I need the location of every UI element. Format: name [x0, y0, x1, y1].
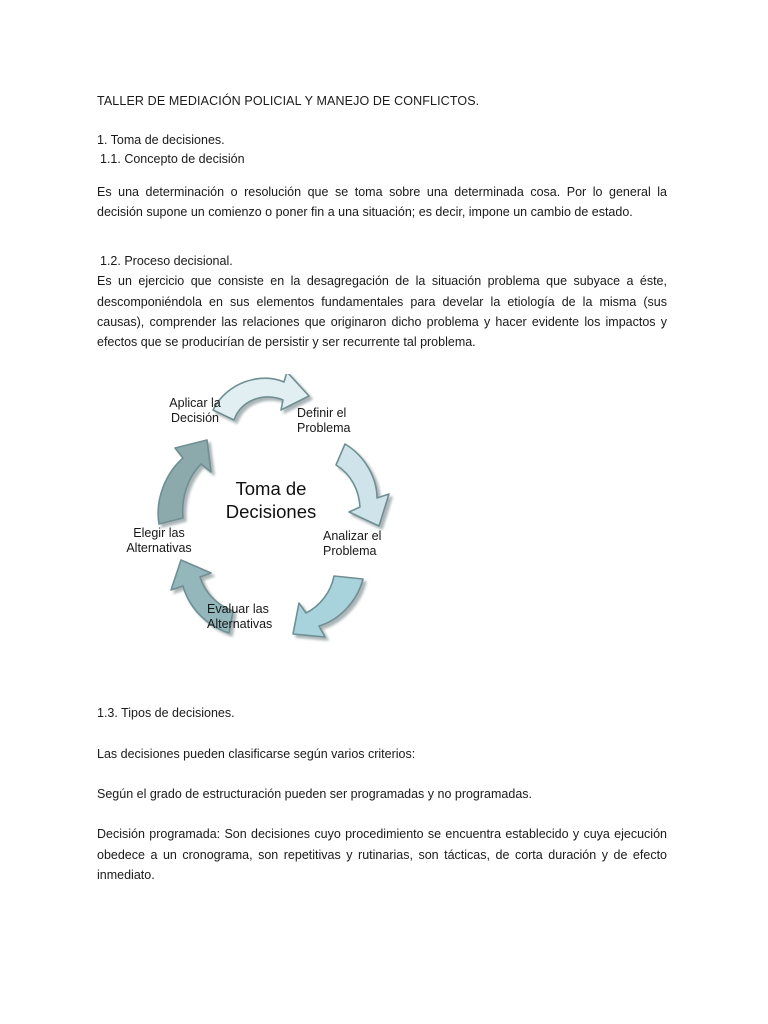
- paragraph-criterios: Las decisiones pueden clasificarse según varios criterios:: [97, 746, 416, 761]
- label-line-1: Aplicar la: [169, 396, 221, 411]
- label-line-2: Decisión: [171, 411, 219, 426]
- paragraph-decision-programada: Decisión programada: Son decisiones cuyo procedimiento se encuentra establecido y cuya ejecución obedece a un cronograma, son repetitivas y rutinarias, son tácticas, de corta duración y de efecto inmediato.: [97, 827, 667, 882]
- diagram-center-title: [193, 478, 349, 523]
- paragraph-grado-estructuracion: Según el grado de estructuración pueden ser programadas y no programadas.: [97, 787, 532, 801]
- label-line-2: Alternativas: [126, 541, 192, 556]
- heading-1-3-tipos-de-decisiones: 1.3. Tipos de decisiones.: [97, 706, 235, 721]
- label-line-2: Alternativas: [207, 617, 273, 632]
- paragraph-proceso-decisional: Es un ejercicio que consiste en la desagregación de la situación problema que subyace a éste, descomponiéndola en sus elementos fundamentales para develar la etiología de la misma (sus causas), comprender las relaciones que originaron dicho problema y hacer evidente los impactos y efectos que se producirían de persistir y ser recurrente tal problema.: [97, 274, 667, 350]
- label-line-1: Elegir las: [133, 526, 185, 541]
- toma-de-decisiones-cycle-diagram: [101, 374, 441, 674]
- heading-1-2-proceso-decisional: 1.2. Proceso decisional.: [100, 254, 233, 268]
- heading-1-1-concepto-de-decision: 1.1. Concepto de decisión: [100, 152, 245, 167]
- document-title: TALLER DE MEDIACIÓN POLICIAL Y MANEJO DE CONFLICTOS.: [97, 94, 480, 108]
- label-line-1: Evaluar las: [207, 602, 269, 617]
- label-line-2: Problema: [297, 421, 351, 436]
- label-line-1: Definir el: [297, 406, 347, 421]
- label-line-2: Problema: [323, 544, 377, 559]
- diagram-label-aplicar-la-decision: [147, 396, 243, 426]
- document-content: [97, 92, 667, 885]
- center-title-line-1: Toma de: [235, 478, 307, 500]
- diagram-label-definir-el-problema: [297, 406, 407, 436]
- paragraph-concepto-de-decision: Es una determinación o resolución que se toma sobre una determinada cosa. Por lo general la decisión supone un comienzo o poner fin a una situación; es decir, impone un cambio de estado.: [97, 184, 667, 219]
- diagram-label-evaluar-las-alternativas: [207, 602, 319, 632]
- heading-1-toma-de-decisiones: 1. Toma de decisiones.: [97, 132, 225, 147]
- center-title-line-2: Decisiones: [225, 500, 317, 522]
- diagram-label-analizar-el-problema: [323, 529, 435, 559]
- diagram-label-elegir-las-alternativas: [101, 526, 217, 556]
- label-line-1: Analizar el: [323, 529, 382, 544]
